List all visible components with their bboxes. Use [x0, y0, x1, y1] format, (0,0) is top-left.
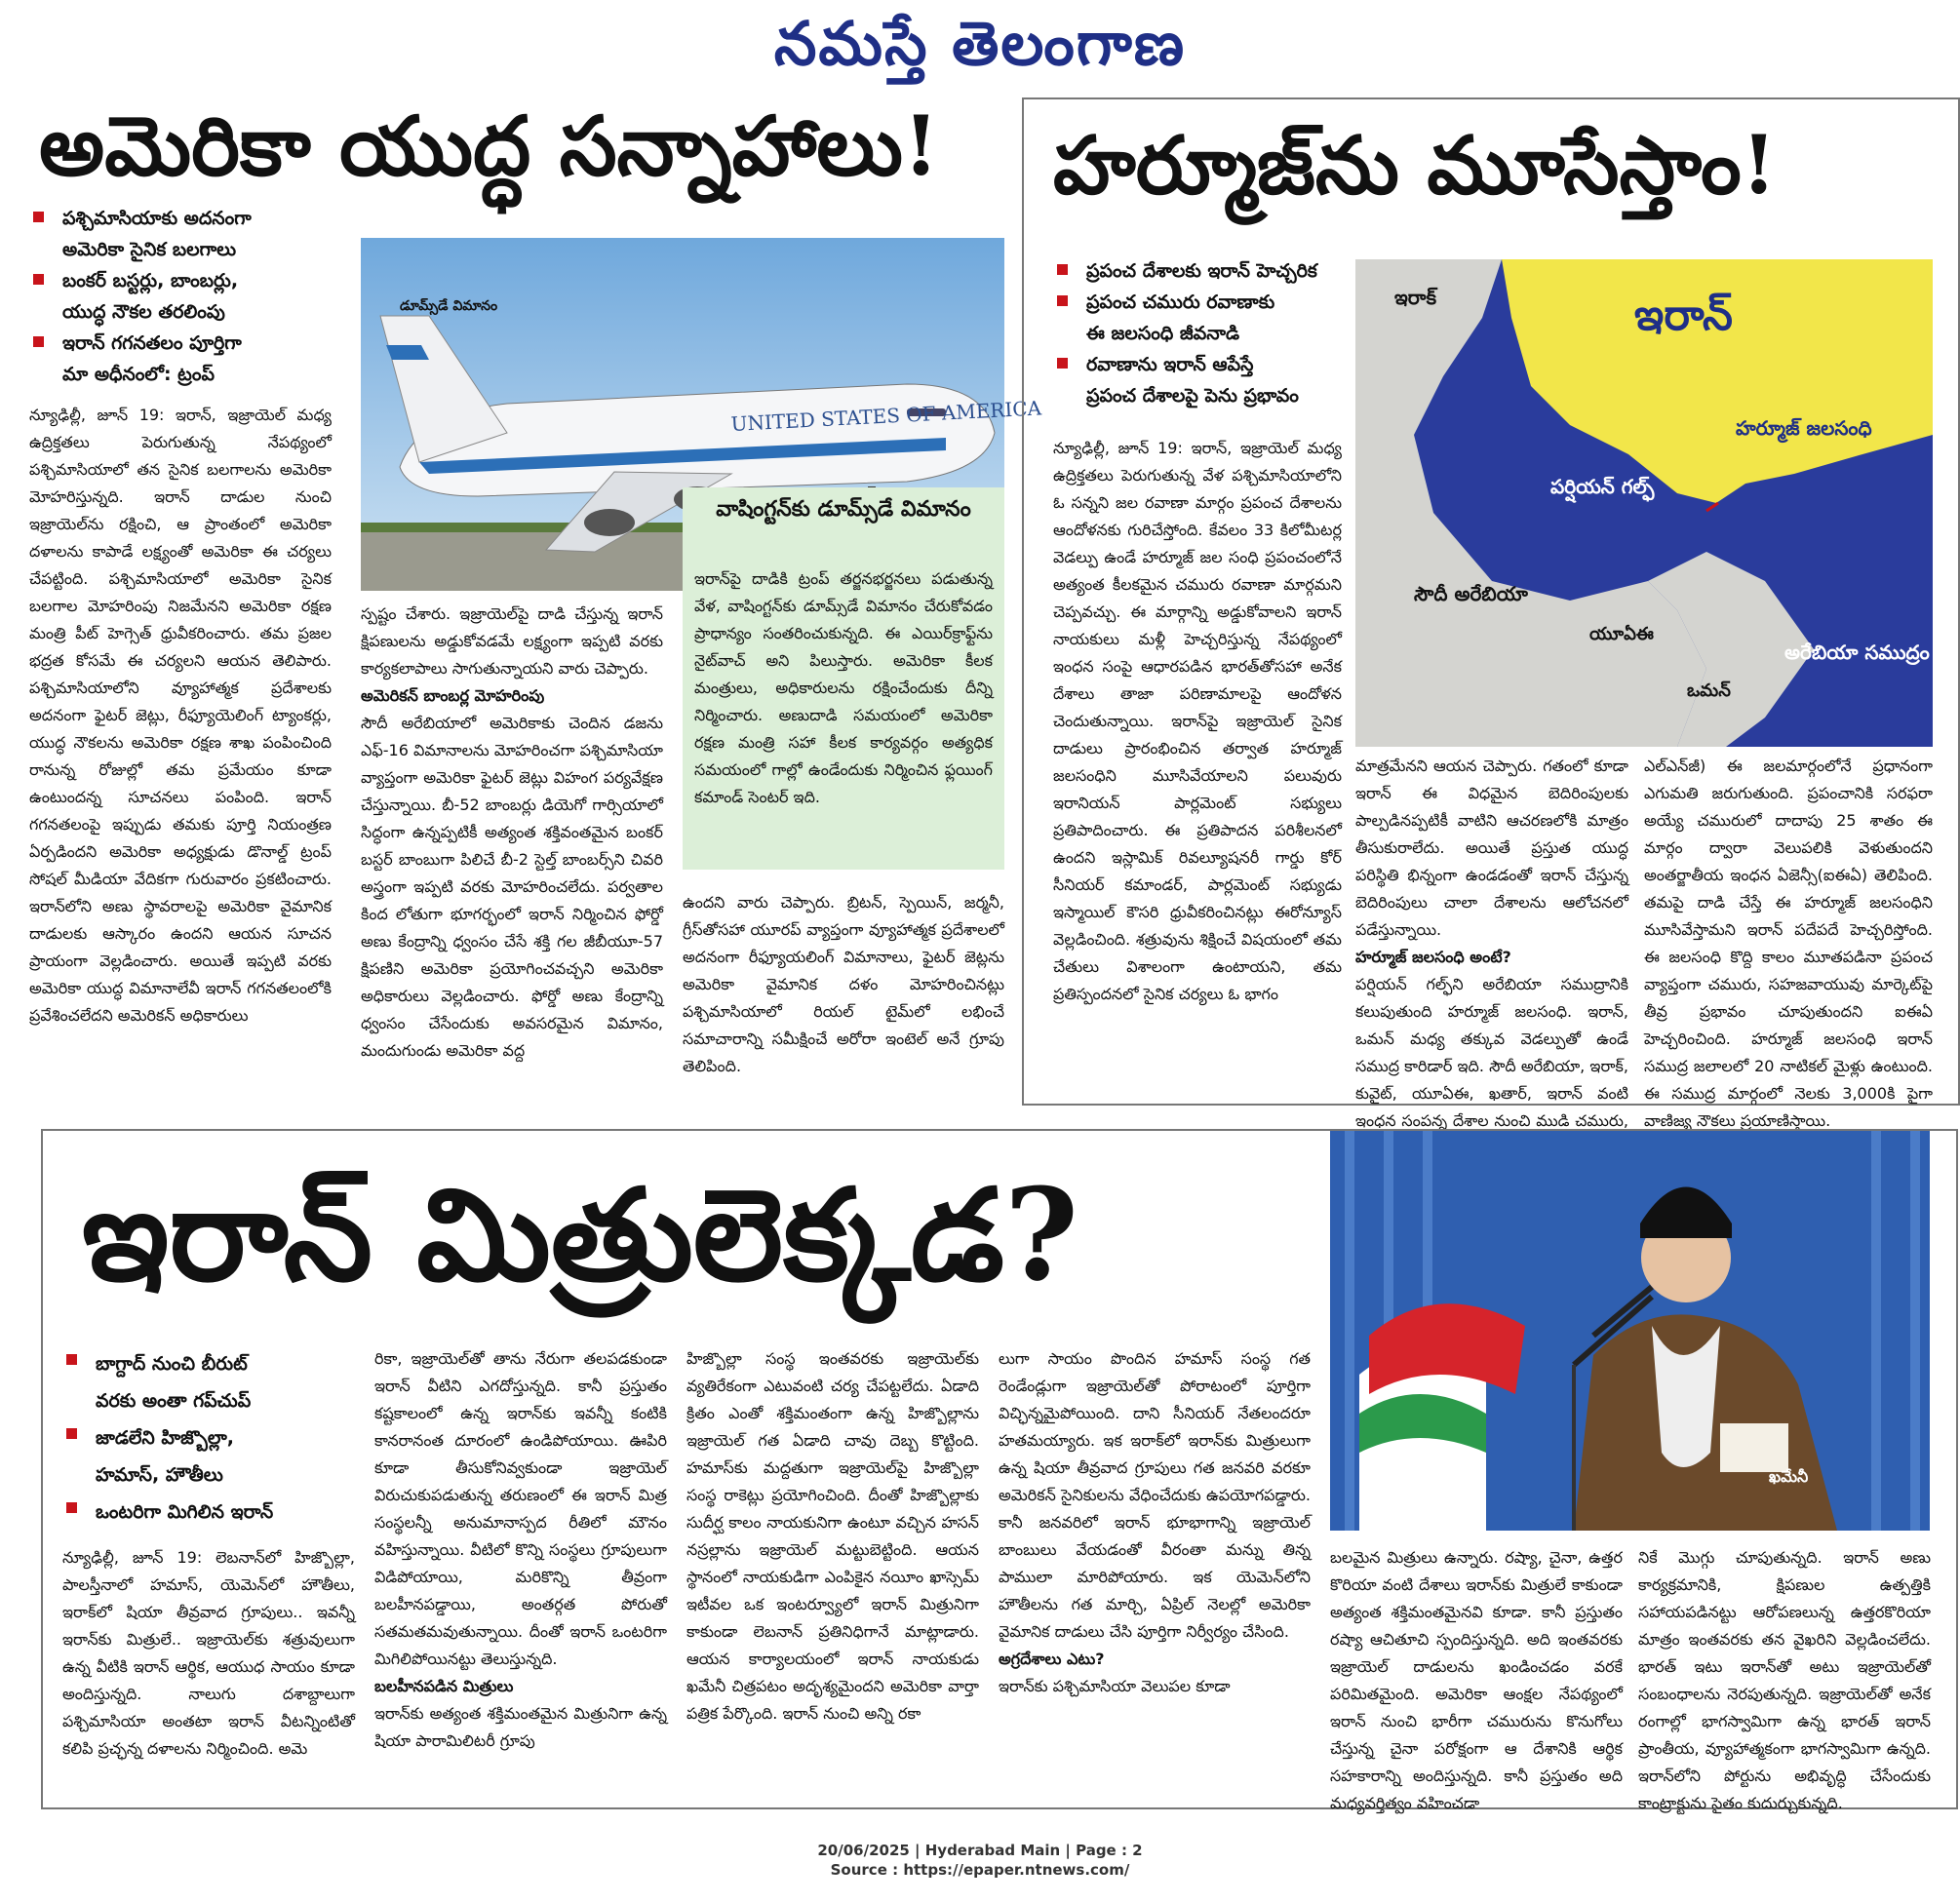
- bullet-list: [62, 1345, 355, 1531]
- footer-date-edition: 20/06/2025 | Hyderabad Main | Page : 2: [817, 1842, 1143, 1859]
- body-column-2: [361, 601, 663, 1107]
- subheading: హర్మూజ్ జలసంధి అంటే?: [1355, 948, 1511, 966]
- paragraph: సౌదీ అరేబియాలో అమెరికాకు చెందిన డజను ఎఫ్-16 విమానాలను మోహరించగా పశ్చిమాసియా వ్యాప్తంగా అమెరికా ఫైటర్ జెట్లు విహంగ పర్యవేక్షణ చేస్తున్నాయి. బీ-52 బాంబర్లు డియెగో గార్సియాలో సిద్ధంగా ఉన్నప్పటికీ అత్యంత శక్తివంతమైన బంకర్ బస్టర్ బాంబుగా పిలిచే బీ-2 స్టెల్త్ బాంబర్స్‌ని చివరి అస్త్రంగా ఇప్పటి వరకు మోహరించలేదు. పర్వతాల కింద లోతుగా భూగర్భంలో ఇరాన్ నిర్మించిన ఫోర్డో అణు కేంద్రాన్ని ధ్వంసం చేసే శక్తి గల జీబీయూ-57 క్షిపణిని అమెరికా ప్రయోగించవచ్చని అమెరికా అధికారులు వెల్లడించారు. ఫోర్డో అణు కేంద్రాన్ని ధ్వంసం చేసేందుకు అవసరమైన విమానం, మందుగుండు అమెరికా వద్ద: [361, 714, 663, 1060]
- body-column-2: [1355, 753, 1628, 1130]
- paragraph: రికా, ఇజ్రాయెల్‌తో తాను నేరుగా తలపడకుండా ఇరాన్ వీటిని ఎగదోస్తున్నది. కానీ ప్రస్తుతం కష్టకాలంలో ఉన్న ఇరాన్‌కు ఇవన్నీ కంటికి కానరానంత దూరంలో ఉండిపోయాయి. ఊపిరి కూడా తీసుకోనివ్వకుండా ఇజ్రాయెల్ విరుచుకుపడుతున్న తరుణంలో ఈ ఇరాన్ మిత్ర సంస్థలన్నీ అనుమానాస్పద రీతిలో మౌనం వహిస్తున్నాయి. వీటిలో కొన్ని సంస్థలు గ్రూపులుగా విడిపోయాయి, మరికొన్ని తీవ్రంగా బలహీనపడ్డాయి, అంతర్గత పోరుతో సతమతమవుతున్నాయి. దీంతో ఇరాన్ ఒంటరిగా మిగిలిపోయినట్టు తెలుస్తున్నది.: [374, 1349, 667, 1668]
- page-footer: [0, 1841, 1960, 1880]
- sidebar-box: [683, 487, 1004, 870]
- bullet-item: పశ్చిమాసియాకు అదనంగా: [29, 203, 351, 234]
- body-column-1: న్యూఢిల్లీ, జూన్ 19: లెబనాన్‌లో హిజ్బొల్లా, పాలస్తీనాలో హమాస్, యెమెన్‌లో హౌతీలు, ఇరాక్‌లో షియా తీవ్రవాద గ్రూపులు.. ఇవన్నీ ఇరాన్‌కు మిత్రులే.. ఇజ్రాయెల్‌కు శత్రువులుగా ఉన్న వీటికి ఇరాన్ ఆర్థిక, ఆయుధ సాయం కూడా అందిస్తున్నది. నాలుగు దశాబ్దాలుగా పశ్చిమాసియా అంతటా ఇరాన్ వీటన్నింటితో కలిపి ప్రచ్ఛన్న దళాలను నిర్మించింది. అమె: [62, 1548, 355, 1758]
- body-column-1: న్యూఢిల్లీ, జూన్ 19: ఇరాన్, ఇజ్రాయెల్ మధ్య ఉద్రిక్తతలు పెరుగుతున్న వేళ పశ్చిమాసియాలోని ఓ సన్నని జల రవాణా మార్గం ప్రపంచ దేశాలను ఆందోళనకు గురిచేస్తోంది. కేవలం 33 కిలోమీటర్ల వెడల్పు ఉండే హర్మూజ్ జల సంధి ప్రపంచంలోనే అత్యంత కీలకమైన చమురు రవాణా మార్గమని చెప్పవచ్చు. ఈ మార్గాన్ని అడ్డుకోవాలని ఇరాన్ నాయకులు మళ్లీ హెచ్చరిస్తున్న నేపథ్యంలో ఇంధన సంపై ఆధారపడిన భారత్‌తోసహా అనేక దేశాలు తాజా పరిణామాలపై ఆందోళన చెందుతున్నాయి. ఇరాన్‌పై ఇజ్రాయెల్ సైనిక దాడులు ప్రారంభించిన తర్వాత హర్మూజ్ జలసంధిని మూసివేయాలని పలువురు ఇరానియన్ పార్లమెంట్ సభ్యులు ప్రతిపాదించారు. ఈ ప్రతిపాదన పరిశీలనలో ఉందని ఇస్లామిక్ రివల్యూషనరీ గార్డు కోర్ సీనియర్ కమాండర్, పార్లమెంట్ సభ్యుడు ఇస్మాయిల్ కౌసరి ధ్రువీకరించినట్లు ఈరోన్యూస్ వెల్లడించింది. శత్రువును శిక్షించే విషయంలో తమ చేతులు విశాలంగా ఉంటాయని, తమ ప్రతిస్పందనలో సైనిక చర్యలు ఓ భాగం: [1053, 439, 1342, 1003]
- bullet-list: [1053, 255, 1365, 411]
- photo-caption: డూమ్స్‌డే విమానం: [400, 298, 498, 314]
- map-label-iran: ఇరాన్: [1634, 291, 1733, 340]
- bullet-item: జాడలేని హిజ్బొల్లా,: [62, 1419, 355, 1456]
- bullet-item: అమెరికా సైనిక బలగాలు: [62, 239, 237, 260]
- story-america-war: [29, 97, 1042, 1111]
- sidebar-title: వాషింగ్టన్‌కు డూమ్స్‌డే విమానం: [716, 497, 971, 522]
- bullet-item: ప్రపంచ దేశాలపై పెను ప్రభావం: [1086, 385, 1299, 407]
- subheading: అమెరికన్ బాంబర్ల మోహరింపు: [361, 686, 545, 705]
- paragraph: ఇరాన్‌కు పశ్చిమాసియా వెలుపల కూడా: [999, 1677, 1231, 1695]
- story-iran-allies: [41, 1129, 1958, 1812]
- hormuz-map: [1355, 259, 1933, 747]
- map-label-gulf: పర్షియన్ గల్ఫ్: [1550, 475, 1655, 498]
- map-label-arabian-sea: అరేబియా సముద్రం: [1784, 641, 1930, 664]
- subheading: అగ్రదేశాలు ఎటు?: [999, 1650, 1105, 1668]
- map-label-oman: ఒమన్: [1687, 680, 1731, 701]
- bullet-item: ఈ జలసంధి జీవనాడి: [1086, 323, 1240, 344]
- body-column-3: ఉందని వారు చెప్పారు. బ్రిటన్, స్పెయిన్, జర్మనీ, గ్రీస్‌తోసహా యూరప్ వ్యాప్తంగా వ్యూహాత్మక ప్రదేశాలలో అదనంగా రీఫ్యూయలింగ్ విమానాలు, ఫైటర్ జెట్లను అమెరికా వైమానిక దళం మోహరించినట్లు పశ్చిమాసియాలో రియల్ టైమ్‌లో లభించే సమాచారాన్ని సమీక్షించే అరోరా ఇంటెల్ అనే గ్రూపు తెలిపింది.: [683, 893, 1004, 1075]
- paragraph: మాత్రమేనని ఆయన చెప్పారు. గతంలో కూడా ఇరాన్ ఈ విధమైన బెదిరింపులకు పాల్పడినప్పటికీ వాటిని ఆచరణలోకి మాత్రం తీసుకురాలేదు. అయితే ప్రస్తుత యుద్ధ పరిస్థితి భిన్నంగా ఉండడంతో ఇరాన్ చేస్తున్న బెదిరింపులు చాలా దేశాలను ఆలోచనలో పడేస్తున్నాయి.: [1355, 757, 1628, 939]
- bullet-item: మా అధీనంలో: ట్రంప్: [62, 364, 215, 385]
- map-graphic: [1355, 259, 1933, 747]
- photo-caption: ఖమేనీ: [1769, 1467, 1809, 1486]
- headline: హర్మూజ్‌ను మూసేస్తాం!: [1053, 119, 1777, 213]
- map-label-saudi: సౌదీ అరేబియా: [1414, 582, 1528, 605]
- story-hormuz: [1022, 97, 1960, 1130]
- bullet-item: ప్రపంచ దేశాలకు ఇరాన్ హెచ్చరిక: [1053, 255, 1365, 287]
- body-column-6: నికే మొగ్గు చూపుతున్నది. ఇరాన్ అణు కార్యక్రమానికి, క్షిపణుల ఉత్పత్తికి సహాయపడినట్టు ఆరోపణలున్న ఉత్తరకొరియా మాత్రం ఇంతవరకు తన వైఖరిని వెల్లడించలేదు. భారత్ ఇటు ఇరాన్‌తో అటు ఇజ్రాయెల్‌తో సంబంధాలను నెరపుతున్నది. ఇజ్రాయెల్‌తో అనేక రంగాల్లో భాగస్వామిగా ఉన్న భారత్ ఇరాన్ ప్రాంతీయ, వ్యూహాత్మకంగా భాగస్వామిగా ఉన్నది. ఇరాన్‌లోని పోర్టును అభివృద్ధి చేసేందుకు కాంట్రాక్టును సైతం కుదుర్చుకున్నది.: [1638, 1548, 1931, 1812]
- body-column-1: న్యూఢిల్లీ, జూన్ 19: ఇరాన్, ఇజ్రాయెల్ మధ్య ఉద్రిక్తతలు పెరుగుతున్న నేపథ్యంలో పశ్చిమాసియాలో తన సైనిక బలగాలను అమెరికా మోహరిస్తున్నది. ఇరాన్ దాడుల నుంచి ఇజ్రాయెల్‌ను రక్షించి, ఆ ప్రాంతంలో అమెరికా దళాలను కాపాడే లక్ష్యంతో అమెరికా ఈ చర్యలు చేపట్టింది. పశ్చిమాసియాలో అమెరికా సైనిక బలగాల మోహరింపు నిజమేనని అమెరికా రక్షణ మంత్రి పీట్ హెగ్సెత్ ధ్రువీకరించారు. తమ ప్రజల భద్రత కోసమే ఈ చర్యలని ఆయన తెలిపారు. పశ్చిమాసియాలోని వ్యూహాత్మక ప్రదేశాలకు అదనంగా ఫైటర్ జెట్లు, రీఫ్యూయెలింగ్ ట్యాంకర్లు, యుద్ధ నౌకలను అమెరికా రక్షణ శాఖ పంపించింది రానున్న రోజుల్లో తమ ప్రమేయం కూడా ఉంటుందన్న సూచనలు పంపింది. ఇరాన్ గగనతలంపై ఇప్పుడు తమకు పూర్తి నియంత్రణ ఏర్పడిందని అమెరికా అధ్యక్షుడు డొనాల్డ్ ట్రంప్ సోషల్ మీడియా వేదికగా గురువారం ప్రకటించారు. ఇరాన్‌లోని అణు స్థావరాలపై అమెరికా వైమానిక దాడులకు ఆస్కారం ఉందని ఆయన సూచన ప్రాయంగా వెల్లడించారు. అయితే ఇప్పటి వరకు అమెరికా యుద్ధ విమానాలేవీ ఇరాన్ గగనతలంలోకి ప్రవేశించలేదని అమెరికన్ అధికారులు: [29, 406, 332, 1025]
- footer-source: Source : https://epaper.ntnews.com/: [830, 1861, 1130, 1879]
- bullet-item: ప్రపంచ చమురు రవాణాకు: [1053, 287, 1365, 318]
- paragraph: స్పష్టం చేశారు. ఇజ్రాయెల్‌పై దాడి చేస్తున్న ఇరాన్ క్షిపణులను అడ్డుకోవడమే లక్ష్యంగా ఇప్పటి వరకు కార్యకలాపాలు సాగుతున్నాయని వారు చెప్పారు.: [361, 604, 663, 678]
- body-column-3: ఎల్‌ఎన్‌జీ) ఈ జలమార్గంలోనే ప్రధానంగా ఎగుమతి జరుగుతుంది. ప్రపంచానికి సరఫరా అయ్యే చమురులో దాదాపు 25 శాతం ఈ మార్గం ద్వారా వెలుపలికి వెళుతుందని అంతర్జాతీయ ఇంధన ఏజెన్సీ(ఐఈఏ) తెలిపింది. తమపై దాడి చేస్తే ఈ హర్మూజ్ జలసంధిని మూసివేస్తామని ఇరాన్ పదేపదే హెచ్చరిస్తోంది. ఈ జలసంధి కొద్ది కాలం మూతపడినా ప్రపంచ వ్యాప్తంగా చమురు, సహజవాయువు మార్కెట్‌పై తీవ్ర ప్రభావం చూపుతుందని ఐఈఏ హెచ్చరించింది. హర్మూజ్ జలసంధి ఇరాన్ సముద్ర జలాలలో 20 నాటికల్ మైళ్లు ఉంటుంది. ఈ సముద్ర మార్గంలో నెలకు 3,000కి పైగా వాణిజ్య నౌకలు ప్రయాణిస్తాయి.: [1644, 757, 1933, 1130]
- bullet-item: యుద్ధ నౌకల తరలింపు: [62, 301, 225, 323]
- plane-livery-text: UNITED STATES OF AMERICA: [730, 396, 1042, 436]
- subheading: బలహీనపడిన మిత్రులు: [374, 1677, 514, 1695]
- khamenei-photo: [1330, 1131, 1930, 1531]
- masthead-logo: నమస్తే తెలంగాణ: [773, 8, 1187, 79]
- bullet-item: వరకు అంతా గప్‌చుప్: [96, 1390, 252, 1412]
- paragraph: పర్షియన్ గల్ఫ్‌ని అరేబియా సముద్రానికి కలుపుతుంది హర్మూజ్ జలసంధి. ఇరాన్, ఒమన్ మధ్య తక్కువ వెడల్పుతో ఉండే సముద్ర కారిడార్ ఇది. సౌదీ అరేబియా, ఇరాక్, కువైట్, యూఏఈ, ఖతార్, ఇరాన్ వంటి ఇంధన సంపన్న దేశాల నుంచి ముడి చమురు,: [1355, 975, 1628, 1130]
- headline: అమెరికా యుద్ధ సన్నాహాలు!: [39, 97, 939, 194]
- sidebar-text: ఇరాన్‌పై దాడికి ట్రంప్ తర్జనభర్జనలు పడుతున్న వేళ, వాషింగ్టన్‌కు డూమ్స్‌డే విమానం చేరుకోవడం ప్రాధాన్యం సంతరించుకున్నది. ఈ ఎయిర్‌క్రాఫ్ట్‌ను నైట్‌వాచ్ అని పిలుస్తారు. అమెరికా కీలక మంత్రులు, అధికారులను రక్షించేందుకు దీన్ని నిర్మించారు. అణుదాడి సమయంలో అమెరికా రక్షణ మంత్రి సహా కీలక కార్యవర్గం అత్యధిక సమయంలో గాల్లో ఉండేందుకు నిర్మించిన ఫ్లయింగ్ కమాండ్ సెంటర్ ఇది.: [694, 569, 993, 806]
- map-label-uae: యూఏఈ: [1589, 624, 1654, 644]
- bullet-item: బాగ్దాద్ నుంచి బీరుట్: [62, 1345, 355, 1382]
- map-label-hormuz: హర్మూజ్ జలసంధి: [1736, 416, 1872, 440]
- body-column-4: [999, 1345, 1311, 1796]
- map-label-iraq: ఇరాక్: [1394, 286, 1437, 309]
- body-column-5: బలమైన మిత్రులు ఉన్నారు. రష్యా, చైనా, ఉత్తర కొరియా వంటి దేశాలు ఇరాన్‌కు మిత్రులే కాకుండా అత్యంత శక్తిమంతమైనవి కూడా. కానీ ప్రస్తుతం రష్యా ఆచితూచి స్పందిస్తున్నది. అది ఇంతవరకు ఇజ్రాయెల్ దాడులను ఖండించడం వరకే పరిమితమైంది. అమెరికా ఆంక్షల నేపథ్యంలో ఇరాన్ నుంచి భారీగా చమురును కొనుగోలు చేస్తున్న చైనా పరోక్షంగా ఆ దేశానికి ఆర్థిక సహకారాన్ని అందిస్తున్నది. కానీ ప్రస్తుతం అది మధ్యవర్తిత్వం వహించడా: [1330, 1548, 1623, 1812]
- bullet-item: హమాస్, హౌతీలు: [96, 1464, 223, 1486]
- bullet-item: ఒంటరిగా మిగిలిన ఇరాన్: [62, 1494, 355, 1531]
- portrait-illustration: [1330, 1131, 1930, 1531]
- body-column-2: [374, 1345, 667, 1796]
- bullet-item: బంకర్ బస్టర్లు, బాంబర్లు,: [29, 265, 351, 296]
- bullet-item: రవాణాను ఇరాన్ ఆపేస్తే: [1053, 349, 1365, 380]
- bullet-list: [29, 203, 351, 390]
- bullet-item: ఇరాన్ గగనతలం పూర్తిగా: [29, 328, 351, 359]
- body-column-3: హిజ్బొల్లా సంస్థ ఇంతవరకు ఇజ్రాయెల్‌కు వ్యతిరేకంగా ఎటువంటి చర్య చేపట్టలేదు. ఏడాది క్రితం ఎంతో శక్తిమంతంగా ఉన్న హిజ్బొల్లాను ఇజ్రాయెల్ గత ఏడాది చావు దెబ్బ కొట్టింది. హమాస్‌కు మద్దతుగా ఇజ్రాయెల్‌పై హిజ్బొల్లా సంస్థ రాకెట్లు ప్రయోగించింది. దీంతో హిజ్బొల్లాకు సుదీర్ఘ కాలం నాయకునిగా ఉంటూ వచ్చిన హసన్ నస్రల్లాను ఇజ్రాయెల్ మట్టుబెట్టింది. ఆయన స్థానంలో నాయకుడిగా ఎంపికైన నయీం ఖాస్సెమ్ ఇటీవల ఒక ఇంటర్వ్యూలో ఇరాన్ మిత్రునిగా కాకుండా లెబనాన్ ప్రతినిధిగానే మాట్లాడారు. ఆయన కార్యాలయంలో ఇరాన్ నాయకుడు ఖమేనీ చిత్రపటం అదృశ్యమైందని అమెరికా వార్తా పత్రిక పేర్కొంది. ఇరాన్ నుంచి అన్ని రకా: [686, 1349, 979, 1723]
- paragraph: ఇరాన్‌కు అత్యంత శక్తిమంతమైన మిత్రునిగా ఉన్న షియా పారామిలిటరీ గ్రూపు: [374, 1704, 667, 1750]
- paragraph: లుగా సాయం పొందిన హమాస్ సంస్థ గత రెండేండ్లుగా ఇజ్రాయెల్‌తో పోరాటంలో పూర్తిగా విచ్ఛిన్నమైపోయింది. దాని సీనియర్ నేతలందరూ హతమయ్యారు. ఇక ఇరాక్‌లో ఇరాన్‌కు మిత్రులుగా ఉన్న షియా తీవ్రవాద గ్రూపులు గత జనవరి వరకూ అమెరికన్ సైనికులను వేధించేదుకు ఉపయోగపడ్డారు. కానీ జనవరిలో ఇరాన్ భూభాగాన్ని ఇజ్రాయెల్ బాంబులు వేయడంతో వీరంతా మన్ను తిన్న పాములా మారిపోయారు. ఇక యెమెన్‌లోని హౌతీలను గత మార్చి, ఏప్రిల్ నెలల్లో అమెరికా వైమానిక దాడులు చేసి పూర్తిగా నిర్వీర్యం చేసింది.: [999, 1349, 1311, 1641]
- headline: ఇరాన్ మిత్రులెక్కడ?: [82, 1160, 1079, 1309]
